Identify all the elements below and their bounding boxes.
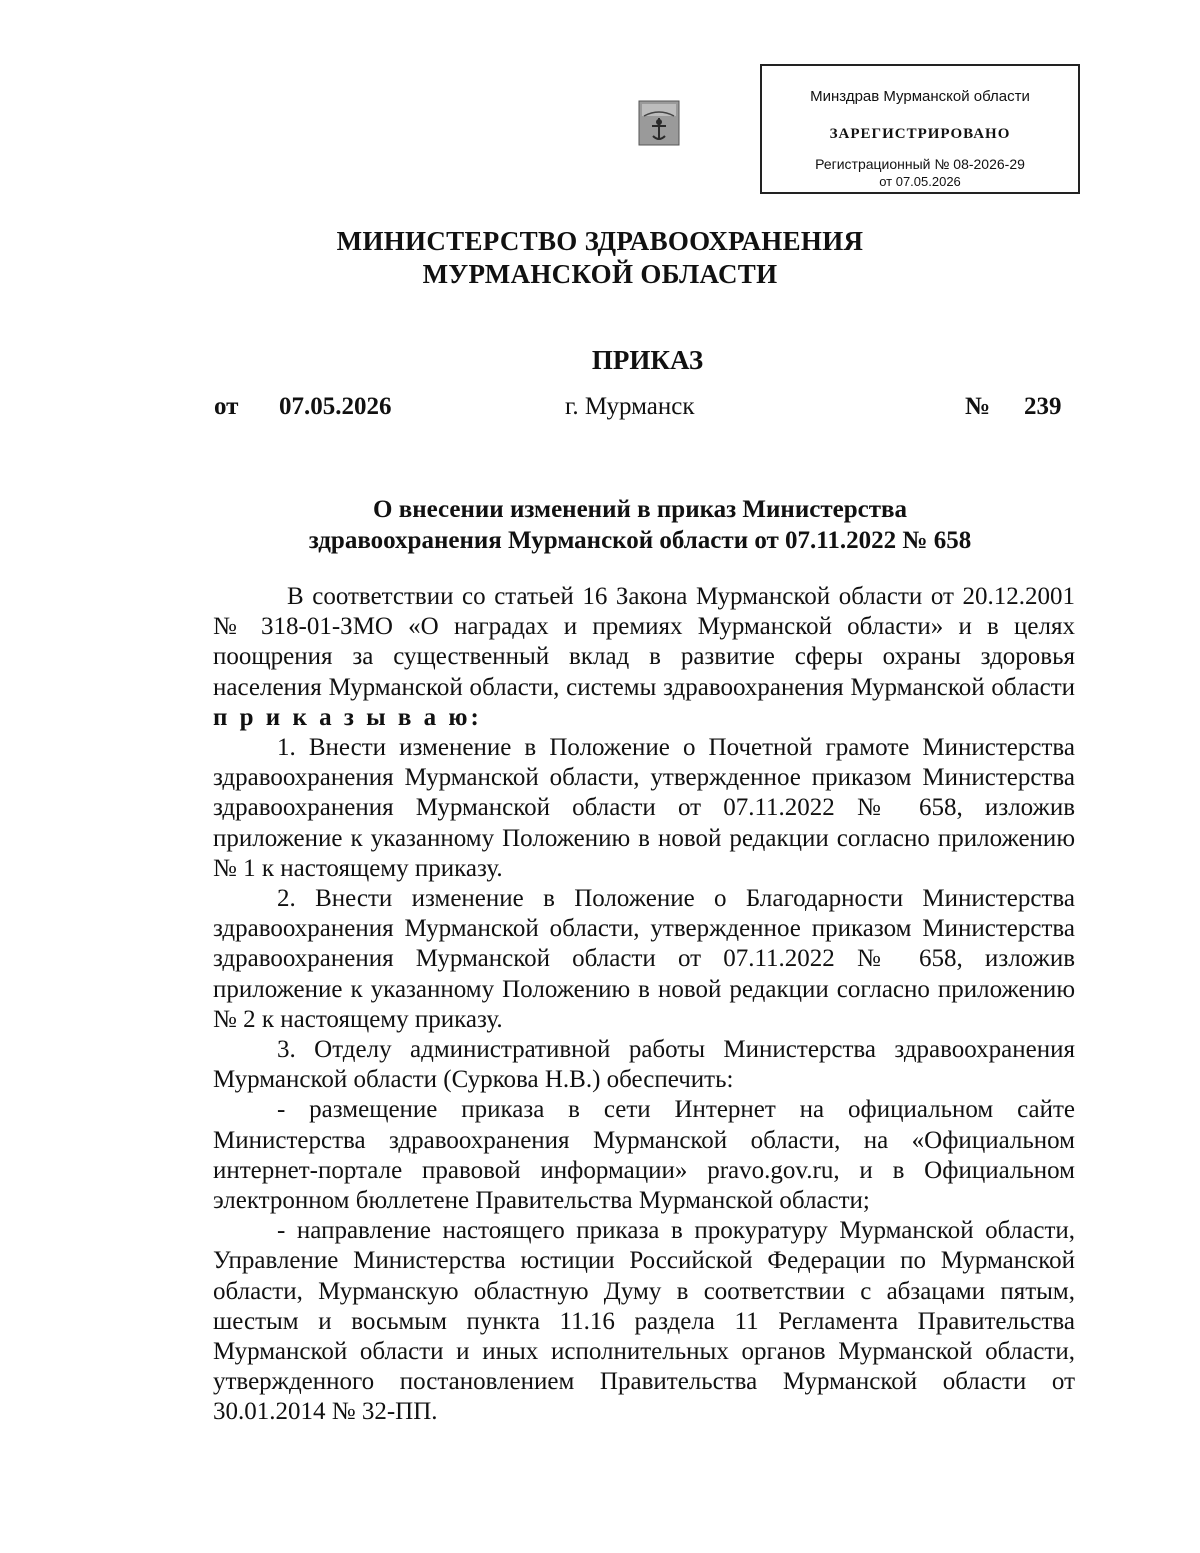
item-3-publication: - размещение приказа в сети Интернет на официальном сайте Министерства здравоохранения Мурманской области, на «Официальном интернет-портале правовой информации» pravo.gov.ru, и в Официальном электронном бюллетене Правительства Мурманской области; (213, 1096, 1075, 1215)
coat-of-arms-icon (638, 100, 680, 146)
order-from-label: от (214, 393, 239, 420)
item-3: 3. Отделу административной работы Министерства здравоохранения Мурманской области (Суркова Н.В.) обеспечить: (213, 1036, 1075, 1094)
item-3-distribution: - направление настоящего приказа в прокуратуру Мурманской области, Управление Министерства юстиции Российской Федерации по Мурманской области, Мурманскую областную Думу в соответствии с абзацами пятым, шестым и восьмым пункта 11.16 раздела 11 Регламента Правительства Мурманской области и иных исполнительных органов Мурманской области, утвержденного постановлением Правительства Мурманской области от 30.01.2014 № 32-ПП. (213, 1217, 1075, 1426)
subject-line2: здравоохранения Мурманской области от 07.11.2022 № 658 (308, 527, 972, 554)
order-body (213, 582, 1075, 1428)
order-number-sign: № (965, 393, 991, 420)
order-word: п р и к а з ы в а ю: (213, 703, 482, 731)
registration-date: от 07.05.2026 (879, 174, 961, 189)
item-1: 1. Внести изменение в Положение о Почетной грамоте Министерства здравоохранения Мурманской области, утвержденное приказом Министерства здравоохранения Мурманской области от 07.11.2022 № 658, изложив приложение к указанному Положению в новой редакции согласно приложению № 1 к настоящему приказу. (213, 734, 1075, 882)
intro-paragraph (213, 582, 1075, 733)
registration-org: Минздрав Мурманской области (810, 88, 1030, 105)
order-number: 239 (1024, 393, 1062, 420)
registration-number: Регистрационный № 08-2026-29 (815, 156, 1025, 172)
item-2: 2. Внести изменение в Положение о Благодарности Министерства здравоохранения Мурманской области, утвержденное приказом Министерства здравоохранения Мурманской области от 07.11.2022 № 658, изложив приложение к указанному Положению в новой редакции согласно приложению № 2 к настоящему приказу. (213, 885, 1075, 1033)
document-type: ПРИКАЗ (591, 345, 704, 375)
registration-status: ЗАРЕГИСТРИРОВАНО (829, 126, 1011, 142)
ministry-name-line2: МУРМАНСКОЙ ОБЛАСТИ (422, 259, 778, 289)
registration-stamp (760, 64, 1080, 194)
order-city: г. Мурманск (565, 393, 695, 420)
ministry-name-line1: МИНИСТЕРСТВО ЗДРАВООХРАНЕНИЯ (336, 226, 864, 256)
intro-text: В соответствии со статьей 16 Закона Мурманской области от 20.12.2001 № 318-01-ЗМО «О наградах и премиях Мурманской области» и в целях поощрения за существенный вклад в развитие сферы охраны здоровья населения Мурманской области, системы здравоохранения Мурманской области (213, 583, 1075, 701)
subject-line1: О внесении изменений в приказ Министерства (373, 496, 907, 523)
order-date: 07.05.2026 (279, 393, 392, 420)
